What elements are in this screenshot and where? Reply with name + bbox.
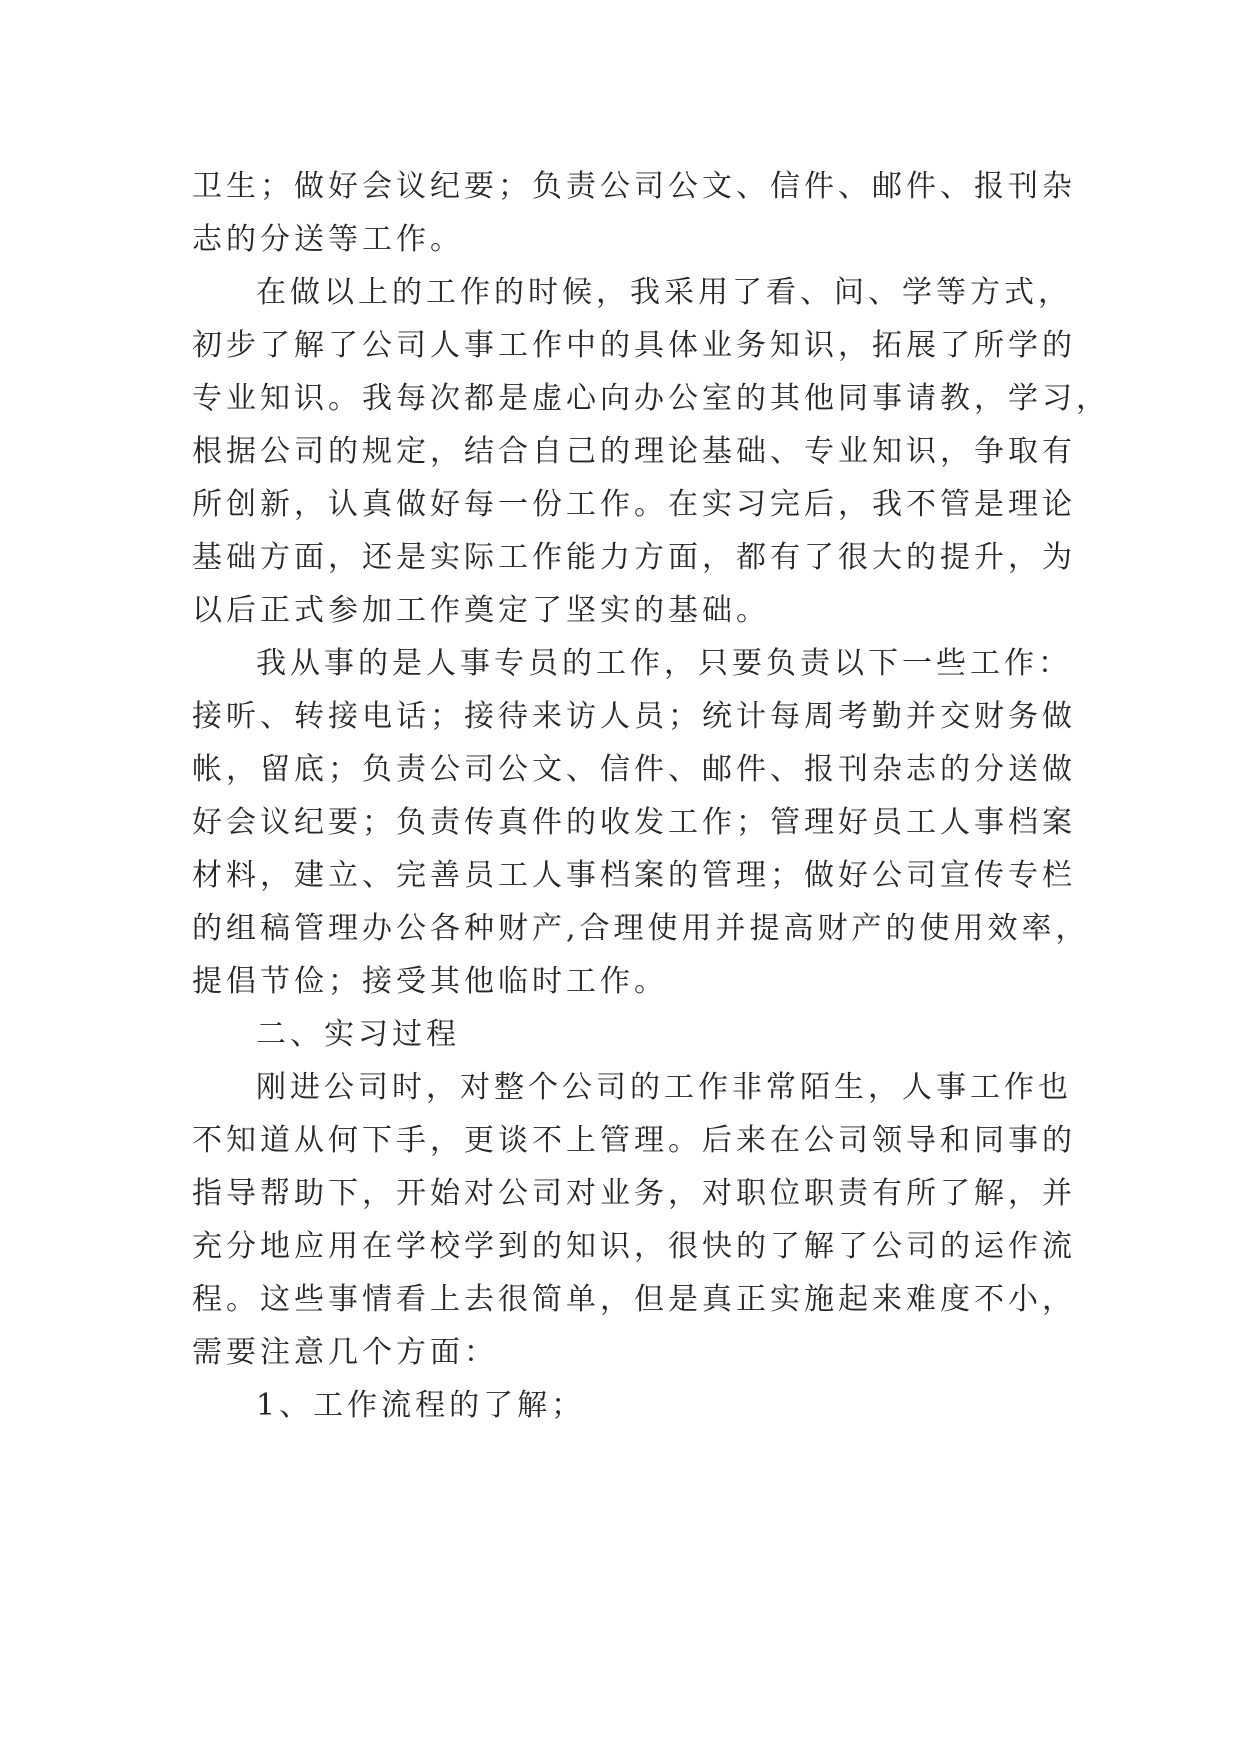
text-line: 充分地应用在学校学到的知识，很快的了解了公司的运作流 [192,1229,1076,1264]
text-line: 提倡节俭；接受其他临时工作。 [192,964,668,999]
text-line: 根据公司的规定，结合自己的理论基础、专业知识，争取有 [192,434,1076,469]
list-item: 1、工作流程的了解； [256,1388,586,1423]
text-line: 所创新，认真做好每一份工作。在实习完后，我不管是理论 [192,487,1076,522]
paragraph-start-line: 刚进公司时，对整个公司的工作非常陌生，人事工作也 [256,1070,1072,1105]
text-line: 卫生；做好会议纪要；负责公司公文、信件、邮件、报刊杂 [192,169,1076,204]
text-line: 基础方面，还是实际工作能力方面，都有了很大的提升，为 [192,540,1076,575]
paragraph-start-line: 我从事的是人事专员的工作，只要负责以下一些工作： [256,646,1072,681]
text-line: 好会议纪要；负责传真件的收发工作；管理好员工人事档案 [192,805,1076,840]
section-heading: 二、实习过程 [256,1017,460,1052]
text-line: 不知道从何下手，更谈不上管理。后来在公司领导和同事的 [192,1123,1076,1158]
text-line: 需要注意几个方面： [192,1335,498,1370]
text-line: 专业知识。我每次都是虚心向办公室的其他同事请教，学习， [192,381,1110,416]
text-line: 以后正式参加工作奠定了坚实的基础。 [192,593,770,628]
text-line: 接听、转接电话；接待来访人员；统计每周考勤并交财务做 [192,699,1076,734]
text-line: 志的分送等工作。 [192,222,464,257]
text-line: 帐，留底；负责公司公文、信件、邮件、报刊杂志的分送做 [192,752,1076,787]
text-line: 的组稿管理办公各种财产,合理使用并提高财产的使用效率， [192,911,1090,946]
document-body [192,160,1110,1432]
text-line: 初步了解了公司人事工作中的具体业务知识，拓展了所学的 [192,328,1076,363]
paragraph-start-line: 在做以上的工作的时候，我采用了看、问、学等方式， [256,275,1072,310]
text-line: 指导帮助下，开始对公司对业务，对职位职责有所了解，并 [192,1176,1076,1211]
text-line: 材料，建立、完善员工人事档案的管理；做好公司宣传专栏 [192,858,1076,893]
text-line: 程。这些事情看上去很简单，但是真正实施起来难度不小， [192,1282,1076,1317]
